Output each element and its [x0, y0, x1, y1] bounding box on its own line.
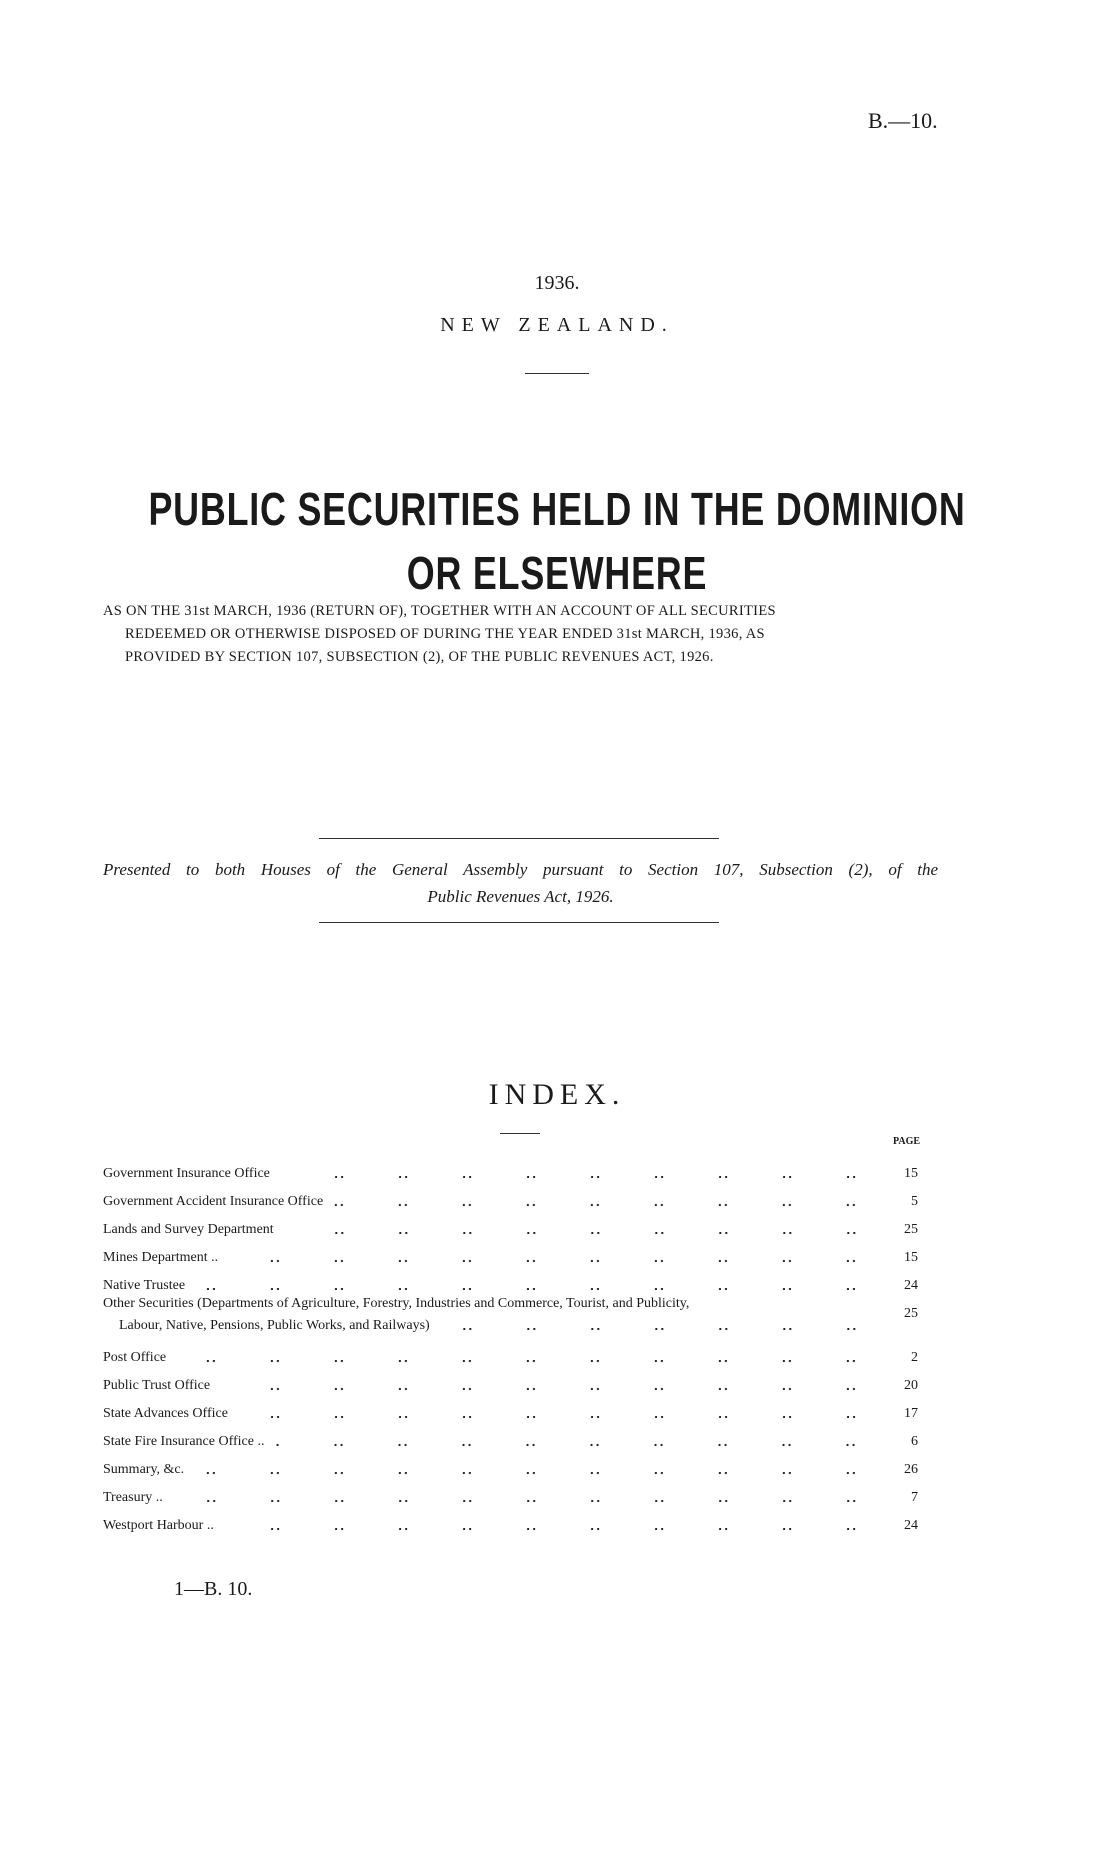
dot-leader: [224, 1521, 886, 1531]
index-entry-label: Government Insurance Office: [103, 1166, 270, 1181]
index-entry-page: 15: [904, 1250, 918, 1265]
index-entry-page: 15: [904, 1166, 918, 1181]
index-entry-label: State Fire Insurance Office ..: [103, 1434, 265, 1449]
index-entry: [103, 1372, 918, 1394]
index-entry-label-cont: Labour, Native, Pensions, Public Works, and Railways): [119, 1318, 430, 1333]
index-entry-label: Other Securities (Departments of Agriculture, Forestry, Industries and Commerce, Tourist, and Publicity,: [103, 1296, 690, 1311]
dot-leader: [238, 1409, 886, 1419]
index-entry-page: 25: [904, 1222, 918, 1237]
divider: [500, 1133, 540, 1134]
index-entry-label: Treasury ..: [103, 1490, 163, 1505]
subtitle-line: AS ON THE 31st MARCH, 1936 (RETURN OF), TOGETHER WITH AN ACCOUNT OF ALL SECURITIES: [103, 603, 776, 619]
dot-leader: [440, 1321, 886, 1331]
country: NEW ZEALAND.: [440, 314, 674, 336]
index-entry-page: 6: [911, 1434, 918, 1449]
divider: [319, 838, 719, 839]
footer-signature: 1—B. 10.: [174, 1578, 253, 1600]
year: 1936.: [534, 272, 580, 294]
index-entry: [103, 1272, 918, 1294]
index-entry: [103, 1400, 918, 1422]
index-heading: INDEX.: [488, 1078, 626, 1111]
index-entry: [103, 1160, 918, 1182]
dot-leader: [280, 1169, 886, 1179]
index-entry-label: Mines Department ..: [103, 1250, 219, 1265]
dot-leader: [195, 1281, 886, 1291]
index-entry-label: Public Trust Office: [103, 1378, 211, 1393]
index-entry-page: 26: [904, 1462, 918, 1477]
index-entry-page: 20: [904, 1378, 918, 1393]
dot-leader: [220, 1381, 886, 1391]
index-entry-page: 25: [904, 1306, 918, 1321]
dot-leader: [333, 1197, 886, 1207]
document-reference: B.—10.: [868, 108, 938, 133]
index-entry-page: 7: [911, 1490, 918, 1505]
dot-leader: [284, 1225, 886, 1235]
index-entry-page: 24: [904, 1518, 918, 1533]
index-entry-page: 2: [911, 1350, 918, 1365]
index-entry: [103, 1296, 918, 1334]
index-entry-label: Lands and Survey Department: [103, 1222, 274, 1237]
dot-leader: [274, 1437, 886, 1447]
page-column-header: PAGE: [893, 1136, 921, 1147]
index-entry: [103, 1244, 918, 1266]
index-entry: [103, 1512, 918, 1534]
index-entry-label: State Advances Office: [103, 1406, 228, 1421]
index-entry: [103, 1484, 918, 1506]
divider: [525, 373, 589, 374]
index-entry: [103, 1188, 918, 1210]
index-entry-label: Native Trustee: [103, 1278, 186, 1293]
index-entry-label: Westport Harbour ..: [103, 1518, 214, 1533]
index-entry: [103, 1428, 918, 1450]
index-entry-label: Government Accident Insurance Office: [103, 1194, 324, 1209]
presentation-line: Presented to both Houses of the General Assembly pursuant to Section 107, Subsection (2), of the: [103, 860, 938, 879]
index-entry-page: 24: [904, 1278, 918, 1293]
index-entry-page: 17: [904, 1406, 918, 1421]
presentation-note: [103, 856, 938, 910]
subtitle-line: REDEEMED OR OTHERWISE DISPOSED OF DURING THE YEAR ENDED 31st MARCH, 1936, AS: [125, 626, 765, 642]
index-entry: [103, 1344, 918, 1366]
title-line-2: OR ELSEWHERE: [406, 547, 708, 599]
index-entry-label: Post Office: [103, 1350, 167, 1365]
index-entry: [103, 1216, 918, 1238]
index-entry-page: 5: [911, 1194, 918, 1209]
index-entry: [103, 1456, 918, 1478]
index-entry-label: Summary, &c.: [103, 1462, 185, 1477]
dot-leader: [173, 1493, 886, 1503]
presentation-line: Public Revenues Act, 1926.: [427, 887, 614, 906]
subtitle-line: PROVIDED BY SECTION 107, SUBSECTION (2), OF THE PUBLIC REVENUES ACT, 1926.: [125, 649, 714, 665]
divider: [319, 922, 719, 923]
dot-leader: [228, 1253, 886, 1263]
dot-leader: [194, 1465, 886, 1475]
dot-leader: [176, 1353, 886, 1363]
subtitle: [103, 600, 943, 669]
title-line-1: PUBLIC SECURITIES HELD IN THE DOMINION: [148, 483, 966, 535]
